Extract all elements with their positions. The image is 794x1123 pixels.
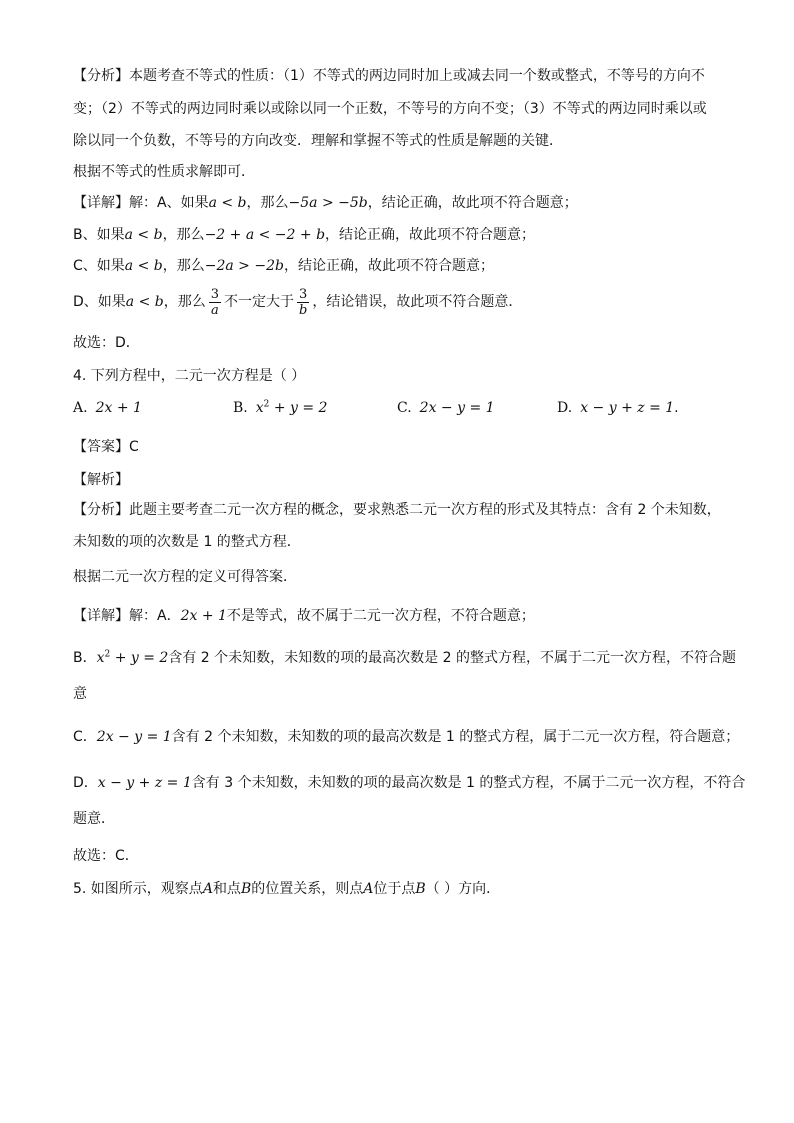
q4-option-b <box>233 400 327 416</box>
q3-detail-a-condition: a < b <box>208 195 247 211</box>
q4-detail-c-math: 2x − y = 1 <box>96 729 172 745</box>
q3-analysis-line-2: 变；（2）不等式的两边同时乘以或除以同一个正数，不等号的方向不变；（3）不等式的两边同时乘以或 <box>73 101 707 117</box>
q3-detail-d <box>73 284 522 320</box>
q5-prefix: 5. 如图所示，观察点 <box>73 881 203 897</box>
q4-detail-a-text: 不是等式，故不属于二元一次方程，不符合题意； <box>226 608 535 624</box>
q3-detail-b-suffix: ，结论正确，故此项不符合题意； <box>325 227 536 243</box>
q4-analysis-line-2: 未知数的项的次数是 1 的整式方程． <box>73 534 301 550</box>
fraction-numerator: 3 <box>210 286 220 302</box>
q5-tail: （ ）方向． <box>425 881 501 897</box>
q4-detail-b-prefix: B． <box>73 650 97 666</box>
q3-detail-d-prefix: D、如果 <box>73 294 126 310</box>
q4-detail-b-text: 含有 2 个未知数，未知数的项的最高次数是 2 的整式方程，不属于二元一次方程，不符合题 <box>168 650 736 666</box>
q3-detail-c-prefix: C、如果 <box>73 258 125 274</box>
q4-option-a <box>73 400 142 416</box>
option-expression: x − y + z = 1 <box>580 400 675 416</box>
q3-detail-a <box>73 193 578 213</box>
q4-detail-b-math: $x^2 + y = 2$ <box>96 649 169 666</box>
option-label: A. <box>73 400 88 416</box>
q3-detail-c-suffix: ，结论正确，故此项不符合题意； <box>283 258 494 274</box>
q4-detail-b-continued: 意 <box>73 686 87 702</box>
q4-detail-c-prefix: C． <box>73 729 97 745</box>
q5-point-b: B <box>240 881 252 897</box>
q4-detail-d <box>73 773 745 793</box>
option-label: D. <box>557 400 573 416</box>
q4-question: 4. 下列方程中，二元一次方程是（ ） <box>73 368 306 384</box>
q3-detail-c-condition: a < b <box>124 258 163 274</box>
q3-detail-d-then: ，那么 <box>163 294 206 310</box>
option-expression: 2x − y = 1 <box>419 400 495 416</box>
q5-point-a: A <box>202 881 213 897</box>
q4-detail-a-math: 2x + 1 <box>180 608 227 624</box>
q5-text-2: 的位置关系，则点 <box>251 881 364 897</box>
q3-detail-d-compare: 不一定大于 <box>224 294 295 310</box>
q3-detail-c <box>73 256 494 276</box>
fraction-numerator: 3 <box>297 287 309 303</box>
q4-analysis-line-1: 【分析】此题主要考查二元一次方程的概念，要求熟悉二元一次方程的形式及其特点：含有 2 个未知数， <box>73 502 721 518</box>
q3-analysis-line-3: 除以同一个负数，不等号的方向改变．理解和掌握不等式的性质是解题的关键． <box>73 133 563 149</box>
q5-text-1: 和点 <box>212 881 241 897</box>
q4-detail-c <box>73 727 739 747</box>
option-label: B. <box>233 400 248 416</box>
q3-detail-b-prefix: B、如果 <box>73 227 125 243</box>
q3-analysis-line-1: 【分析】本题考查不等式的性质：（1）不等式的两边同时加上或减去同一个数或整式，不等号的方向不 <box>73 68 705 84</box>
q5-point-b-2: B <box>415 881 426 897</box>
q4-choice: 故选：C． <box>73 848 139 864</box>
fraction-3-over-b <box>297 287 309 318</box>
fraction-3-over-a <box>209 287 221 318</box>
q3-detail-a-math: −5a > −5b <box>288 195 368 211</box>
q4-detail-d-math: x − y + z = 1 <box>97 775 192 791</box>
q4-detail-d-continued: 题意． <box>73 811 115 827</box>
option-label: C. <box>397 400 412 416</box>
q5-question <box>73 879 500 899</box>
q4-option-d <box>557 400 679 416</box>
q4-detail-d-prefix: D． <box>73 775 98 791</box>
q4-answer: 【答案】C <box>73 439 139 455</box>
q3-detail-d-suffix: ，结论错误，故此项不符合题意． <box>312 294 523 310</box>
q5-text-3: 位于点 <box>373 881 416 897</box>
fraction-denominator: b <box>299 302 308 318</box>
q4-detail-c-text: 含有 2 个未知数，未知数的项的最高次数是 1 的整式方程，属于二元一次方程，符合题意； <box>171 729 740 745</box>
q3-detail-a-prefix: 【详解】解：A、如果 <box>73 195 209 211</box>
option-d-period: . <box>674 400 679 416</box>
q4-detail-a <box>73 606 535 626</box>
q3-detail-b <box>73 225 535 245</box>
q3-detail-b-math: −2 + a < −2 + b <box>204 227 326 243</box>
q4-solution-heading: 【解析】 <box>73 472 129 488</box>
q3-analysis-line-4: 根据不等式的性质求解即可． <box>73 164 255 180</box>
option-expression: $x^2 + y = 2$ <box>255 399 328 416</box>
q3-detail-a-suffix: ，结论正确，故此项不符合题意； <box>367 195 578 211</box>
fraction-denominator: a <box>210 302 219 318</box>
q3-detail-b-then: ，那么 <box>162 227 205 243</box>
q4-detail-a-prefix: 【详解】解：A． <box>73 608 181 624</box>
option-expression: 2x + 1 <box>95 400 142 416</box>
q3-detail-d-condition: a < b <box>125 294 164 310</box>
q4-detail-b <box>73 648 736 668</box>
q3-choice: 故选：D． <box>73 335 140 351</box>
q3-detail-c-then: ，那么 <box>162 258 205 274</box>
q4-option-c <box>397 400 495 416</box>
q5-point-a-2: A <box>363 881 374 897</box>
q3-detail-a-then: ，那么 <box>246 195 289 211</box>
q4-detail-d-text: 含有 3 个未知数，未知数的项的最高次数是 1 的整式方程，不属于二元一次方程，不符合 <box>191 775 746 791</box>
q3-detail-b-condition: a < b <box>124 227 163 243</box>
q4-analysis-line-3: 根据二元一次方程的定义可得答案． <box>73 569 297 585</box>
q3-detail-c-math: −2a > −2b <box>204 258 284 274</box>
